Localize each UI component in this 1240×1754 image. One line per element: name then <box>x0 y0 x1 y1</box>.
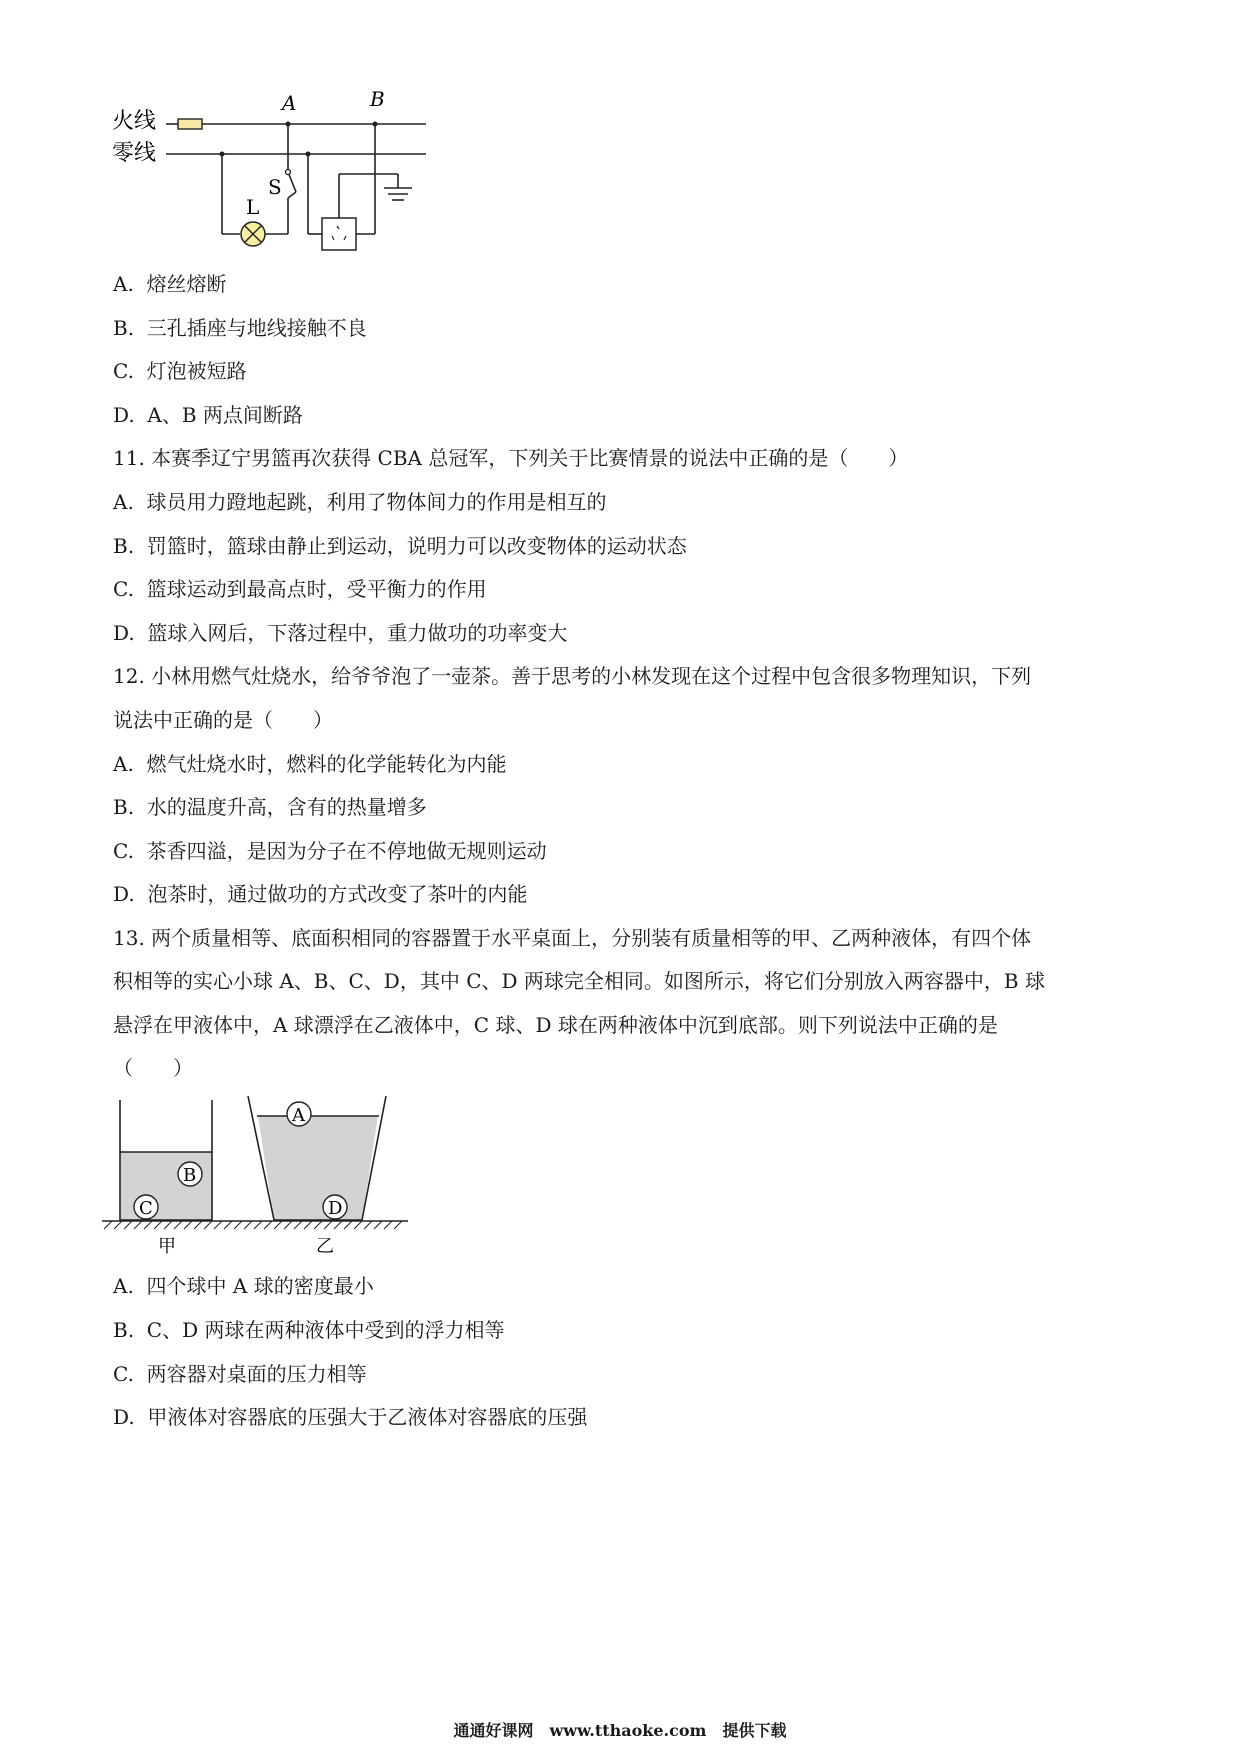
option-letter: B. <box>113 795 135 819</box>
q13-option-c[interactable] <box>113 1360 367 1388</box>
ball-a-label: A <box>292 1105 305 1126</box>
option-letter: A. <box>113 752 134 776</box>
option-letter: C. <box>113 839 134 863</box>
footer-download-note: 通通好课网 www.tthaoke.com 提供下载 <box>453 1721 787 1740</box>
option-text: 甲液体对容器底的压强大于乙液体对容器底的压强 <box>147 1405 588 1429</box>
q12-option-d[interactable] <box>113 880 527 908</box>
q13-option-a[interactable] <box>113 1272 374 1300</box>
option-text: 篮球运动到最高点时，受平衡力的作用 <box>146 577 487 601</box>
point-b-label: B <box>370 90 385 111</box>
container-yi-label: 乙 <box>316 1236 334 1257</box>
q13-stem-line2: 积相等的实心小球 A、B、C、D，其中 C、D 两球完全相同。如图所示，将它们分别放入两容器中，B 球 <box>113 969 1045 993</box>
ball-c-label: C <box>139 1198 153 1219</box>
fuse <box>178 119 202 129</box>
option-text: 两容器对桌面的压力相等 <box>146 1362 367 1386</box>
q12-option-c[interactable] <box>113 837 547 865</box>
q13-option-b[interactable] <box>113 1316 504 1344</box>
option-text: 篮球入网后，下落过程中，重力做功的功率变大 <box>147 621 568 645</box>
point-a-label: A <box>282 91 297 115</box>
option-letter: B. <box>113 316 135 340</box>
q11-stem: 11. 本赛季辽宁男篮再次获得 CBA 总冠军，下列关于比赛情景的说法中正确的是（ ） <box>113 446 909 470</box>
option-text: 四个球中 A 球的密度最小 <box>146 1274 374 1298</box>
containers-figure <box>100 1090 460 1260</box>
option-text: 灯泡被短路 <box>146 359 247 383</box>
q11-option-a[interactable] <box>113 488 607 516</box>
q10-option-a[interactable] <box>113 270 227 298</box>
q10-option-d[interactable] <box>113 401 303 429</box>
option-letter: D. <box>113 403 135 427</box>
q12-option-a[interactable] <box>113 750 507 778</box>
ball-b-label: B <box>183 1165 197 1186</box>
q13-stem-line3: 悬浮在甲液体中，A 球漂浮在乙液体中，C 球、D 球在两种液体中沉到底部。则下列说法中正确的是 <box>113 1013 998 1037</box>
q10-option-c[interactable] <box>113 357 247 385</box>
option-text: A、B 两点间断路 <box>147 403 303 427</box>
option-letter: A. <box>113 490 134 514</box>
option-text: 球员用力蹬地起跳，利用了物体间力的作用是相互的 <box>146 490 607 514</box>
q10-option-b[interactable] <box>113 314 367 342</box>
option-text: 泡茶时，通过做功的方式改变了茶叶的内能 <box>147 882 528 906</box>
live-wire-label: 火线 <box>112 109 157 134</box>
lamp-icon <box>241 222 265 246</box>
q13-stem-line4: （ ） <box>113 1056 193 1080</box>
option-letter: D. <box>113 882 135 906</box>
option-text: 三孔插座与地线接触不良 <box>146 316 367 340</box>
q13-option-d[interactable] <box>113 1403 587 1431</box>
ball-d-label: D <box>328 1198 343 1219</box>
option-text: 燃气灶烧水时，燃料的化学能转化为内能 <box>146 752 507 776</box>
switch-icon <box>286 170 297 199</box>
circuit-diagram <box>100 90 480 290</box>
q12-stem-line1: 12. 小林用燃气灶烧水，给爷爷泡了一壶茶。善于思考的小林发现在这个过程中包含很多物理知识，下列 <box>113 664 1032 688</box>
q11-option-d[interactable] <box>113 619 567 647</box>
option-letter: D. <box>113 621 135 645</box>
ground-icon <box>384 188 412 200</box>
q12-stem-line2: 说法中正确的是（ ） <box>113 708 333 732</box>
ball-a <box>287 1102 311 1126</box>
option-letter: A. <box>113 1274 134 1298</box>
ball-b <box>178 1162 202 1186</box>
ball-c <box>134 1195 158 1219</box>
option-letter: A. <box>113 272 134 296</box>
q11-option-b[interactable] <box>113 532 687 560</box>
option-letter: B. <box>113 1318 135 1342</box>
q11-option-c[interactable] <box>113 575 487 603</box>
container-jia-label: 甲 <box>158 1236 176 1257</box>
option-letter: D. <box>113 1405 135 1429</box>
option-letter: C. <box>113 577 134 601</box>
option-text: 熔丝熔断 <box>146 272 227 296</box>
option-text: C、D 两球在两种液体中受到的浮力相等 <box>146 1318 505 1342</box>
option-letter: C. <box>113 359 134 383</box>
lamp-label: L <box>246 195 260 219</box>
option-letter: B. <box>113 534 135 558</box>
ball-d <box>323 1195 347 1219</box>
socket-icon <box>322 218 356 250</box>
neutral-wire-label: 零线 <box>112 141 157 166</box>
option-text: 水的温度升高，含有的热量增多 <box>146 795 427 819</box>
q12-option-b[interactable] <box>113 793 427 821</box>
option-text: 罚篮时，篮球由静止到运动，说明力可以改变物体的运动状态 <box>146 534 687 558</box>
switch-label: S <box>268 175 282 199</box>
option-text: 茶香四溢，是因为分子在不停地做无规则运动 <box>146 839 547 863</box>
q13-stem-line1: 13. 两个质量相等、底面积相同的容器置于水平桌面上，分别装有质量相等的甲、乙两种液体，有四个体 <box>113 926 1032 950</box>
option-letter: C. <box>113 1362 134 1386</box>
